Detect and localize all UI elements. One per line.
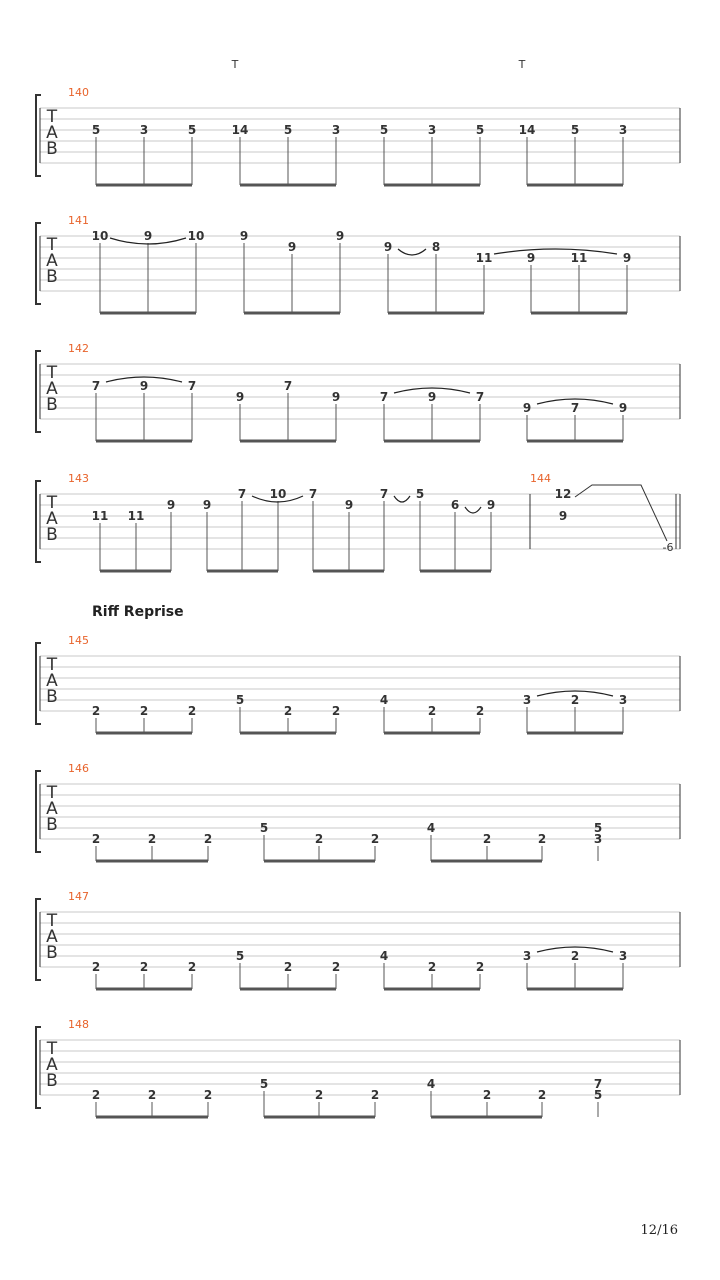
fret-number: 2 bbox=[482, 832, 492, 846]
tab-letter: B bbox=[46, 267, 58, 287]
fret-number: 3 bbox=[618, 693, 628, 707]
fret-number: 2 bbox=[91, 832, 101, 846]
fret-number: 2 bbox=[331, 960, 341, 974]
fret-number: 3 bbox=[593, 832, 603, 846]
fret-number: 2 bbox=[314, 1088, 324, 1102]
fret-number: 7 bbox=[475, 390, 485, 404]
tie-arc bbox=[394, 496, 410, 502]
fret-number: 5 bbox=[379, 123, 389, 137]
tab-letter: A bbox=[46, 927, 58, 947]
tab-letter: B bbox=[46, 943, 58, 963]
measure-number: 148 bbox=[68, 1018, 89, 1031]
tab-letter: T bbox=[46, 363, 58, 383]
top-marker-1: T bbox=[231, 58, 239, 71]
fret-number: 2 bbox=[187, 704, 197, 718]
fret-number: 4 bbox=[379, 949, 389, 963]
bend-value: -6 bbox=[662, 541, 674, 554]
fret-number: 2 bbox=[370, 832, 380, 846]
tab-letter: T bbox=[46, 235, 58, 255]
tab-letter: A bbox=[46, 799, 58, 819]
measure-number: 147 bbox=[68, 890, 89, 903]
fret-number: 14 bbox=[231, 123, 249, 137]
fret-number: 6 bbox=[450, 498, 460, 512]
fret-number: 7 bbox=[570, 401, 580, 415]
tab-letter: B bbox=[46, 395, 58, 415]
fret-number: 2 bbox=[314, 832, 324, 846]
fret-number: 2 bbox=[482, 1088, 492, 1102]
measure-number: 142 bbox=[68, 342, 89, 355]
tie-arc bbox=[494, 249, 617, 254]
fret-number: 3 bbox=[618, 949, 628, 963]
tab-letter: A bbox=[46, 379, 58, 399]
fret-number: 8 bbox=[431, 240, 441, 254]
systems-container bbox=[36, 86, 680, 1117]
fret-number: 5 bbox=[259, 821, 269, 835]
fret-number: 9 bbox=[344, 498, 354, 512]
section-label: Riff Reprise bbox=[92, 604, 184, 620]
fret-number: 5 bbox=[187, 123, 197, 137]
fret-number: 11 bbox=[570, 251, 588, 265]
tab-letter: B bbox=[46, 687, 58, 707]
fret-number: 9 bbox=[526, 251, 536, 265]
fret-number: 9 bbox=[331, 390, 341, 404]
fret-number: 2 bbox=[283, 704, 293, 718]
tab-system bbox=[36, 634, 680, 733]
fret-number: 9 bbox=[202, 498, 212, 512]
fret-number: 9 bbox=[486, 498, 496, 512]
tab-letter: A bbox=[46, 123, 58, 143]
fret-number: 2 bbox=[475, 960, 485, 974]
bend-line bbox=[575, 485, 667, 541]
tab-system bbox=[36, 86, 680, 185]
tab-system bbox=[36, 1018, 680, 1117]
tie-arc bbox=[398, 249, 426, 255]
fret-number: 4 bbox=[379, 693, 389, 707]
fret-number: 9 bbox=[622, 251, 632, 265]
fret-number: 4 bbox=[426, 1077, 436, 1091]
fret-number: 2 bbox=[203, 832, 213, 846]
fret-number: 2 bbox=[147, 832, 157, 846]
fret-number: 7 bbox=[379, 390, 389, 404]
measure-number: 140 bbox=[68, 86, 89, 99]
fret-number: 9 bbox=[427, 390, 437, 404]
fret-number: 9 bbox=[166, 498, 176, 512]
fret-number: 3 bbox=[427, 123, 437, 137]
fret-number: 2 bbox=[147, 1088, 157, 1102]
fret-number: 5 bbox=[475, 123, 485, 137]
fret-number: 9 bbox=[335, 229, 345, 243]
fret-number: 2 bbox=[537, 1088, 547, 1102]
tab-system bbox=[36, 342, 680, 441]
fret-number: 5 bbox=[593, 821, 603, 835]
tab-system bbox=[36, 214, 680, 313]
tab-system bbox=[36, 762, 680, 861]
fret-number: 11 bbox=[127, 509, 145, 523]
measure-number: 146 bbox=[68, 762, 89, 775]
top-marker-2: T bbox=[518, 58, 526, 71]
measure-number: 141 bbox=[68, 214, 89, 227]
fret-number: 2 bbox=[91, 1088, 101, 1102]
tab-letter: T bbox=[46, 107, 58, 127]
fret-number: 7 bbox=[91, 379, 101, 393]
tab-letter: T bbox=[46, 655, 58, 675]
fret-number: 10 bbox=[187, 229, 205, 243]
fret-number: 9 bbox=[143, 229, 153, 243]
fret-number: 7 bbox=[379, 487, 389, 501]
fret-number: 2 bbox=[139, 704, 149, 718]
fret-number: 5 bbox=[235, 693, 245, 707]
tab-letter: T bbox=[46, 911, 58, 931]
tab-letter: T bbox=[46, 1039, 58, 1059]
fret-number: 2 bbox=[187, 960, 197, 974]
fret-number: 2 bbox=[427, 960, 437, 974]
tab-system bbox=[36, 890, 680, 989]
fret-number: 2 bbox=[203, 1088, 213, 1102]
fret-number: 10 bbox=[91, 229, 109, 243]
fret-number: 3 bbox=[522, 949, 532, 963]
fret-number: 9 bbox=[239, 229, 249, 243]
fret-number: 2 bbox=[570, 693, 580, 707]
tab-letter: A bbox=[46, 671, 58, 691]
fret-number: 7 bbox=[283, 379, 293, 393]
fret-number: 7 bbox=[308, 487, 318, 501]
fret-number: 2 bbox=[537, 832, 547, 846]
measure-number: 144 bbox=[530, 472, 551, 485]
fret-number: 5 bbox=[283, 123, 293, 137]
fret-number: 4 bbox=[426, 821, 436, 835]
tab-letter: T bbox=[46, 493, 58, 513]
fret-number: 11 bbox=[475, 251, 493, 265]
fret-number: 11 bbox=[91, 509, 109, 523]
fret-number: 10 bbox=[269, 487, 287, 501]
tab-system bbox=[36, 472, 680, 571]
fret-number: 12 bbox=[554, 487, 572, 501]
fret-number: 14 bbox=[518, 123, 536, 137]
fret-number: 9 bbox=[235, 390, 245, 404]
tab-letter: A bbox=[46, 509, 58, 529]
fret-number: 9 bbox=[618, 401, 628, 415]
fret-number: 5 bbox=[570, 123, 580, 137]
fret-number: 5 bbox=[235, 949, 245, 963]
tab-letter: T bbox=[46, 783, 58, 803]
tab-letter: B bbox=[46, 525, 58, 545]
fret-number: 2 bbox=[570, 949, 580, 963]
fret-number: 9 bbox=[522, 401, 532, 415]
tab-letter: B bbox=[46, 815, 58, 835]
tab-letter: B bbox=[46, 139, 58, 159]
fret-number: 5 bbox=[415, 487, 425, 501]
fret-number: 5 bbox=[259, 1077, 269, 1091]
fret-number: 9 bbox=[139, 379, 149, 393]
fret-number: 3 bbox=[331, 123, 341, 137]
fret-number: 9 bbox=[287, 240, 297, 254]
fret-number: 3 bbox=[618, 123, 628, 137]
fret-number: 7 bbox=[593, 1077, 603, 1091]
fret-number: 5 bbox=[593, 1088, 603, 1102]
measure-number: 143 bbox=[68, 472, 89, 485]
fret-number: 2 bbox=[370, 1088, 380, 1102]
fret-number: 2 bbox=[331, 704, 341, 718]
fret-number: 7 bbox=[237, 487, 247, 501]
fret-number: 2 bbox=[91, 960, 101, 974]
tab-letter: B bbox=[46, 1071, 58, 1091]
tab-letter: A bbox=[46, 251, 58, 271]
fret-number: 2 bbox=[283, 960, 293, 974]
fret-number: 2 bbox=[139, 960, 149, 974]
fret-number: 3 bbox=[522, 693, 532, 707]
page-number: 12/16 bbox=[640, 1223, 678, 1238]
fret-number: 2 bbox=[475, 704, 485, 718]
fret-number: 2 bbox=[91, 704, 101, 718]
measure-number: 145 bbox=[68, 634, 89, 647]
tie-arc bbox=[465, 507, 481, 513]
fret-number: 3 bbox=[139, 123, 149, 137]
fret-number: 2 bbox=[427, 704, 437, 718]
tab-letter: A bbox=[46, 1055, 58, 1075]
fret-number: 9 bbox=[558, 509, 568, 523]
fret-number: 7 bbox=[187, 379, 197, 393]
fret-number: 5 bbox=[91, 123, 101, 137]
fret-number: 9 bbox=[383, 240, 393, 254]
